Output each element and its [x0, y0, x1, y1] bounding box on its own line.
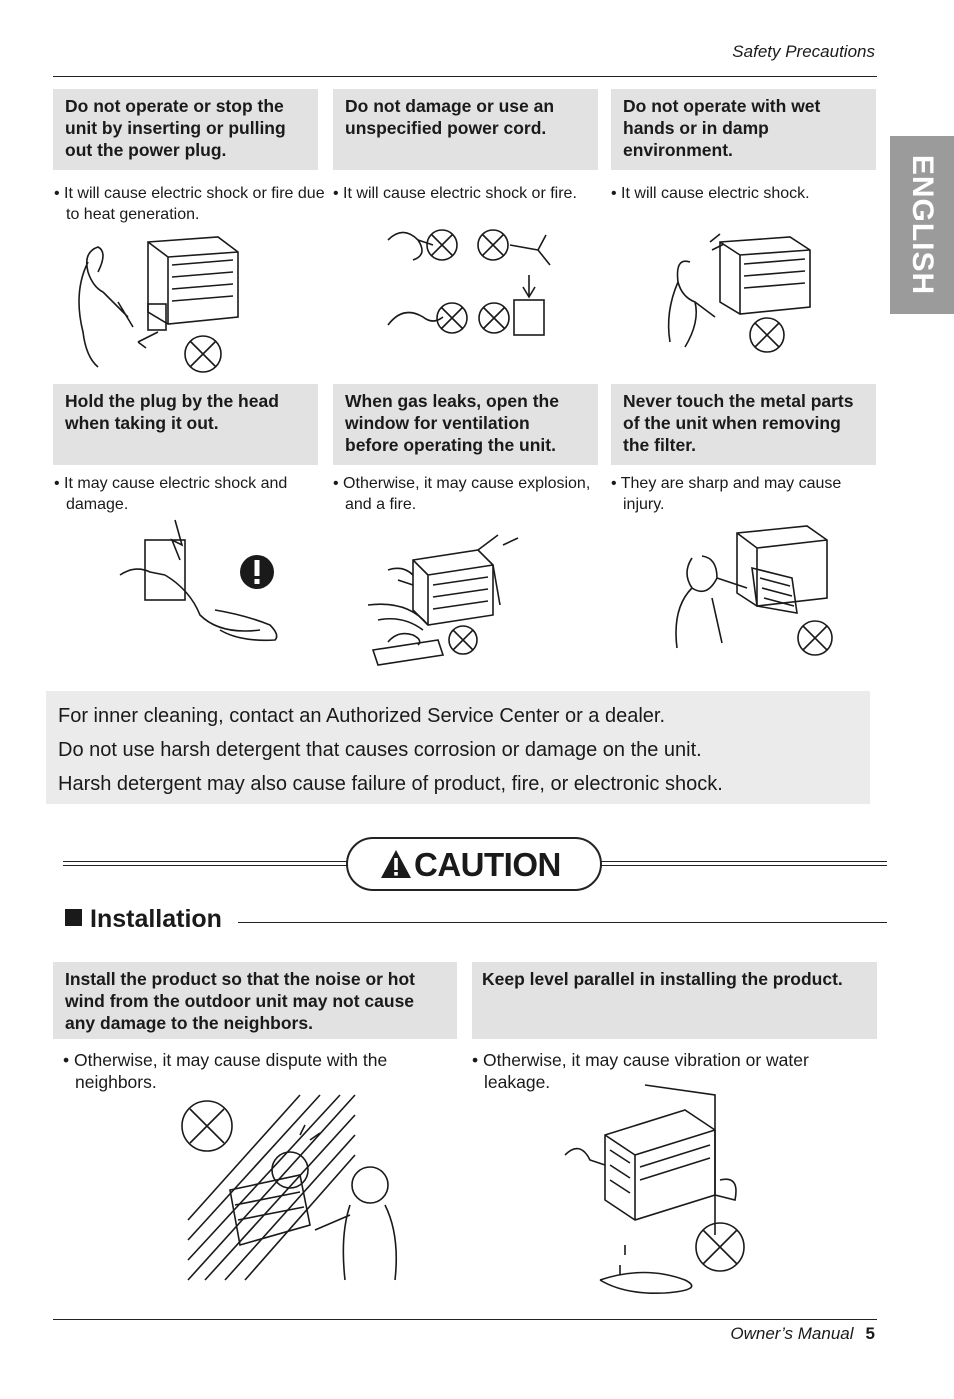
plug-pulling-illustration — [68, 232, 248, 372]
warning-note: • It will cause electric shock or fire due to heat generation. — [54, 185, 325, 223]
section-square-icon — [65, 909, 82, 926]
cleaning-notice — [46, 691, 870, 804]
warning-heading: When gas leaks, open the window for ventilation before operating the unit. — [333, 384, 598, 465]
page-header-title: Safety Precautions — [732, 42, 875, 61]
wet-hands-illustration — [660, 222, 805, 357]
gas-leak-illustration — [368, 530, 523, 680]
warning-heading: Hold the plug by the head when taking it out. — [53, 384, 318, 465]
warning-note: • It will cause electric shock. — [611, 185, 810, 202]
warning-note: • Otherwise, it may cause explosion, and a fire. — [333, 475, 591, 513]
caution-banner — [346, 837, 602, 891]
warning-note: • It will cause electric shock or fire. — [333, 185, 577, 202]
warning-heading: Never touch the metal parts of the unit when removing the filter. — [611, 384, 876, 465]
page-footer — [730, 1324, 875, 1344]
installation-heading: Install the product so that the noise or hot wind from the outdoor unit may not cause any damage to the neighbors. — [53, 962, 457, 1039]
footer-label: Owner’s Manual — [730, 1324, 854, 1343]
page-number: 5 — [865, 1324, 875, 1343]
installation-note: • Otherwise, it may cause vibration or water leakage. — [472, 1050, 809, 1092]
damaged-cord-illustration — [388, 225, 558, 340]
header-rule — [53, 76, 877, 77]
language-tab — [890, 136, 954, 314]
warning-note: • It may cause electric shock and damage. — [54, 475, 288, 513]
caution-rule-right — [601, 861, 887, 866]
warning-note: • They are sharp and may cause injury. — [611, 475, 842, 513]
caution-label: CAUTION — [414, 846, 561, 883]
section-title: Installation — [90, 905, 222, 933]
installation-heading: Keep level parallel in installing the product. — [472, 962, 877, 1039]
filter-removal-illustration — [672, 518, 842, 663]
notice-line: For inner cleaning, contact an Authorized Service Center or a dealer. — [58, 705, 666, 727]
footer-rule — [53, 1319, 877, 1320]
notice-line: Do not use harsh detergent that causes corrosion or damage on the unit. — [58, 739, 702, 761]
warning-heading: Do not operate or stop the unit by inserting or pulling out the power plug. — [53, 89, 318, 170]
warning-heading: Do not operate with wet hands or in damp environment. — [611, 89, 876, 170]
noise-neighbors-illustration — [180, 1095, 405, 1280]
level-install-illustration — [565, 1085, 750, 1295]
section-rule — [238, 922, 887, 923]
language-tab-label: ENGLISH — [906, 154, 939, 296]
warning-heading: Do not damage or use an unspecified power cord. — [333, 89, 598, 170]
warning-triangle-icon — [380, 849, 412, 879]
notice-line: Harsh detergent may also cause failure of product, fire, or electronic shock. — [58, 773, 723, 795]
plug-head-illustration — [120, 520, 290, 645]
section-heading — [65, 905, 222, 934]
installation-note: • Otherwise, it may cause dispute with the neighbors. — [63, 1050, 388, 1092]
caution-rule-left — [63, 861, 347, 866]
